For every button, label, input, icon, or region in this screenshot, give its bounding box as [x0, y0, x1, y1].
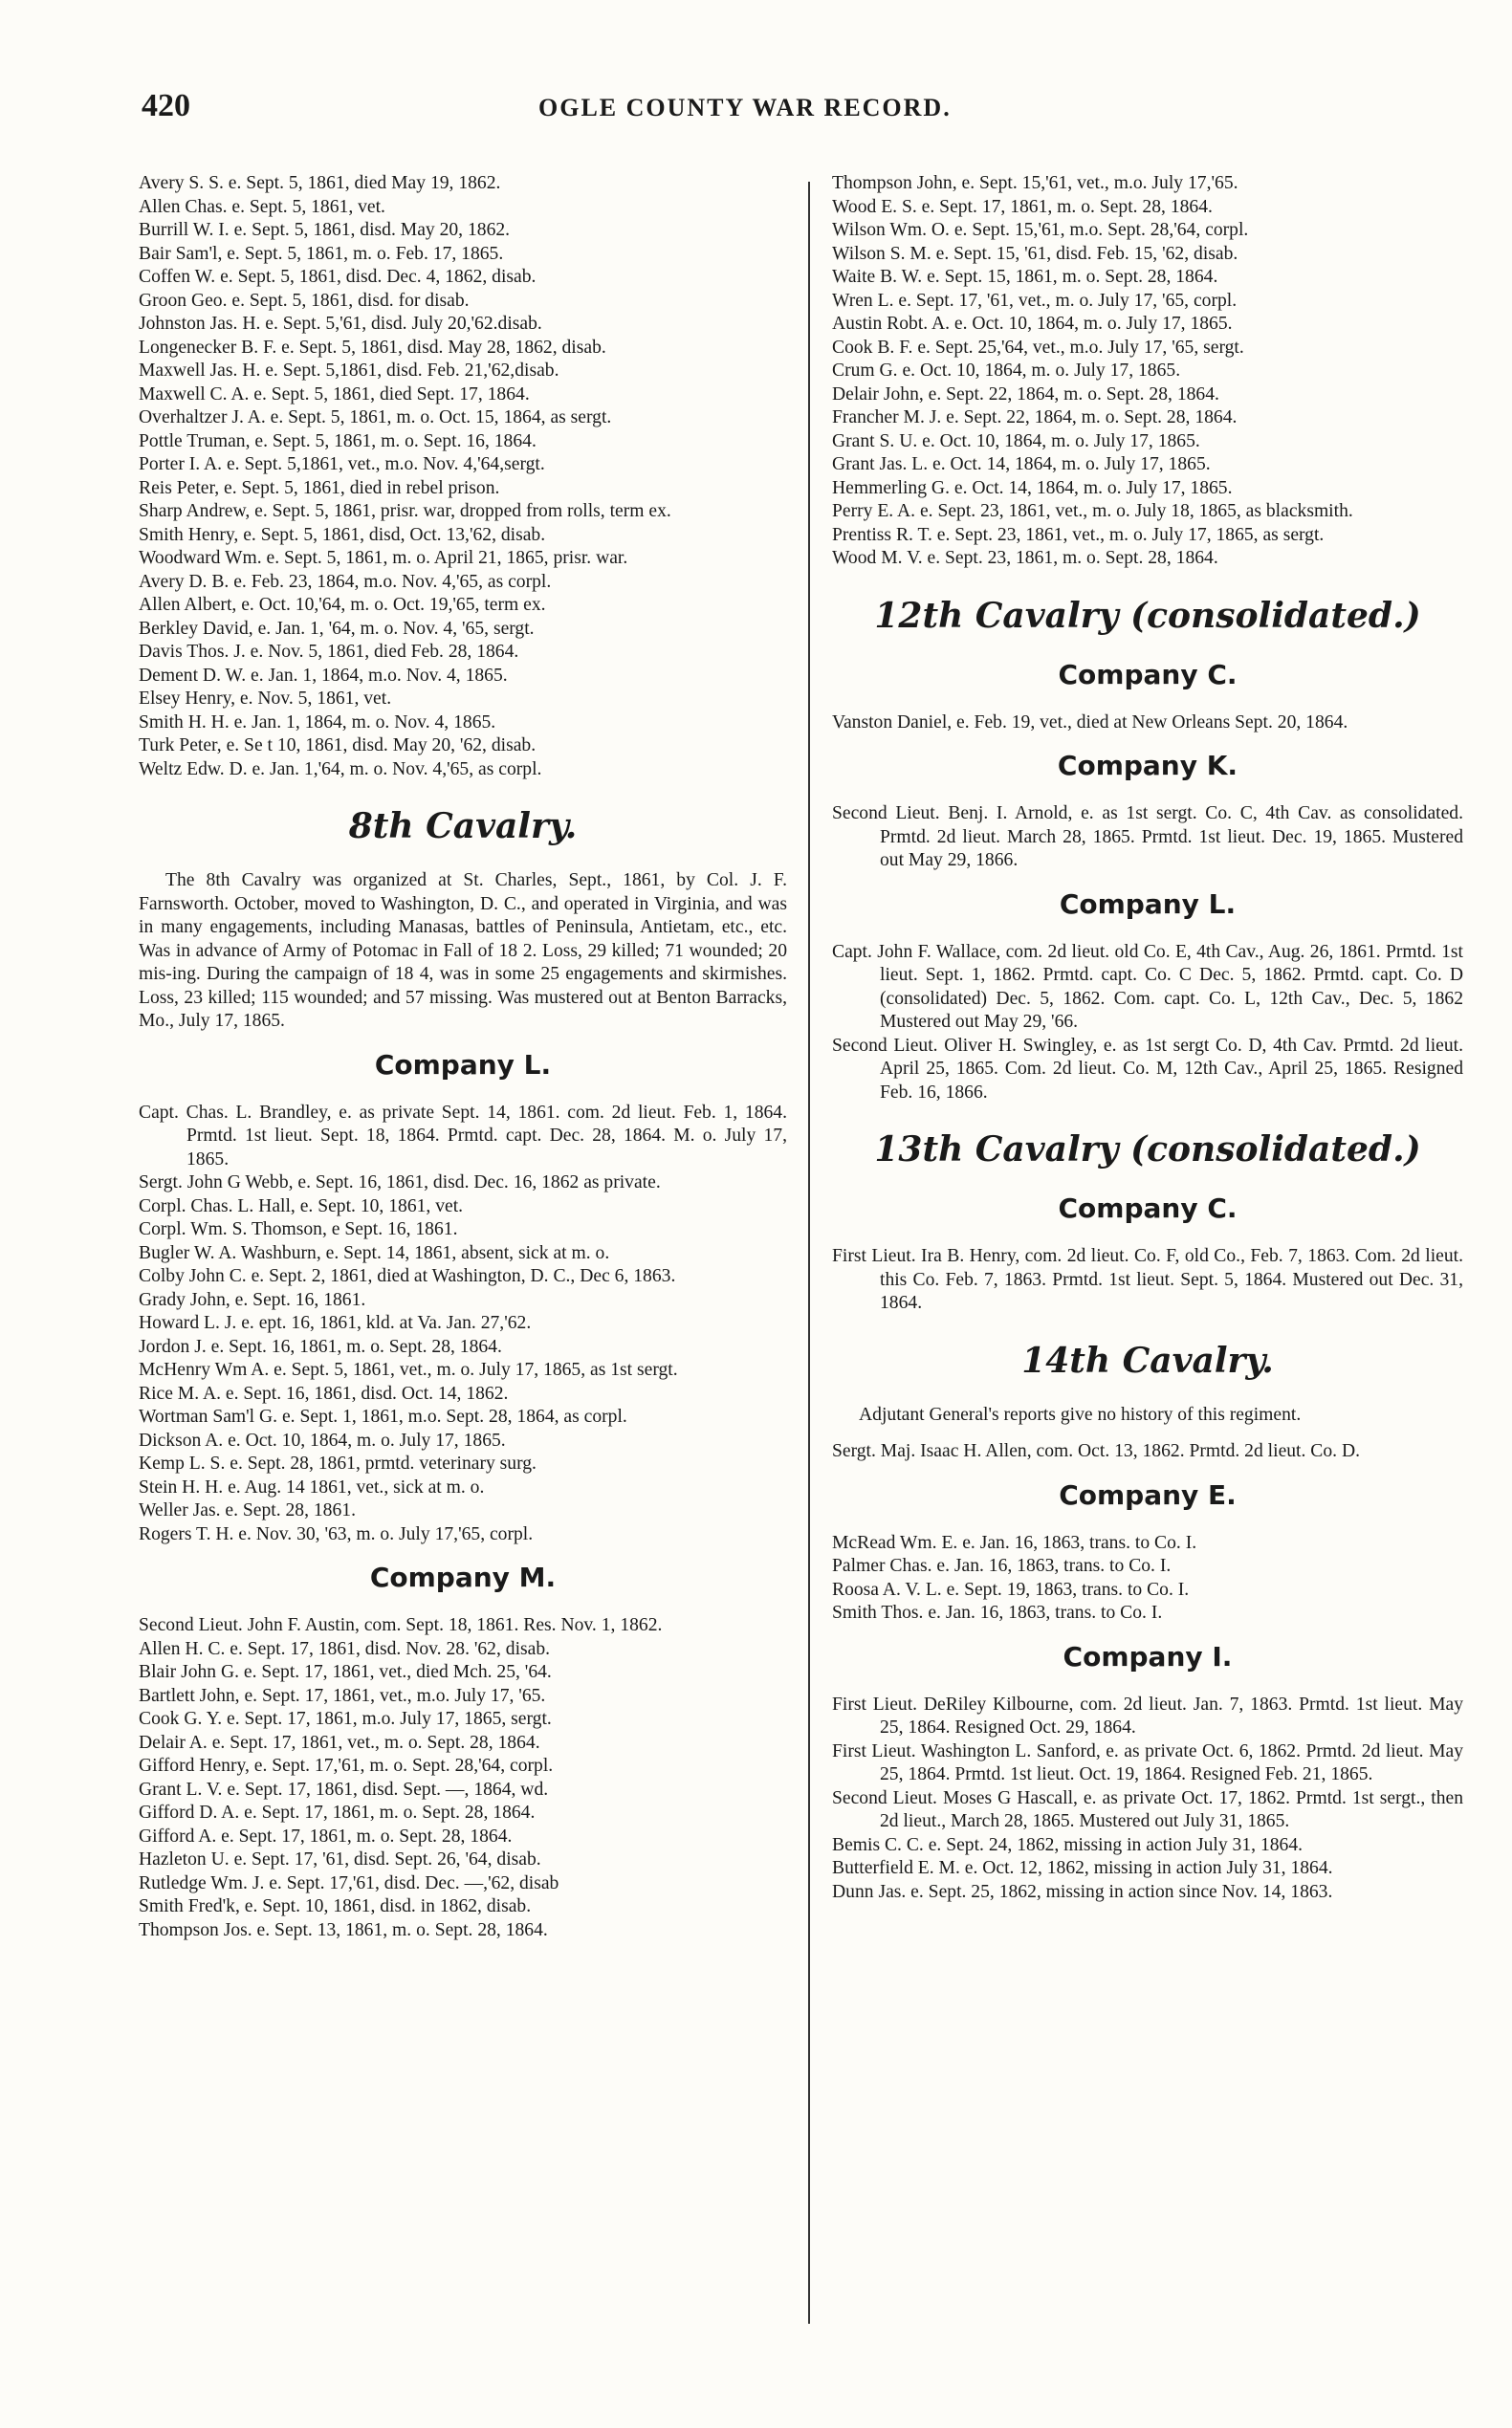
roster-entry: Smith H. H. e. Jan. 1, 1864, m. o. Nov. 4, 1865.: [139, 711, 496, 733]
roster-entry: Cook B. F. e. Sept. 25,'64, vet., m.o. July 17, '65, sergt.: [832, 337, 1244, 358]
entry-list: [139, 172, 787, 781]
roster-entry: Prentiss R. T. e. Sept. 23, 1861, vet., m. o. July 17, 1865, as sergt.: [832, 524, 1325, 545]
roster-entry: First Lieut. Washington L. Sanford, e. as private Oct. 6, 1862. Prmtd. 2d lieut. May 25, 1864. Prmtd. 1st lieut. Oct. 19, 1864. Resigned Feb. 21, 1865.: [832, 1740, 1463, 1784]
roster-entry: Dunn Jas. e. Sept. 25, 1862, missing in action since Nov. 14, 1863.: [832, 1881, 1333, 1902]
entry-list: [139, 1102, 787, 1547]
roster-entry: Hazleton U. e. Sept. 17, '61, disd. Sept. 26, '64, disab.: [139, 1849, 541, 1870]
roster-entry: Bugler W. A. Washburn, e. Sept. 14, 1861, absent, sick at m. o.: [139, 1242, 610, 1263]
roster-entry: Weller Jas. e. Sept. 28, 1861.: [139, 1500, 356, 1520]
roster-entry: Vanston Daniel, e. Feb. 19, vet., died at New Orleans Sept. 20, 1864.: [832, 711, 1348, 733]
roster-entry: Wood M. V. e. Sept. 23, 1861, m. o. Sept. 28, 1864.: [832, 548, 1218, 568]
roster-entry: Rogers T. H. e. Nov. 30, '63, m. o. July 17,'65, corpl.: [139, 1523, 534, 1544]
entry-list: [832, 172, 1463, 571]
roster-entry: Stein H. H. e. Aug. 14 1861, vet., sick at m. o.: [139, 1476, 485, 1498]
roster-entry: Gifford D. A. e. Sept. 17, 1861, m. o. Sept. 28, 1864.: [139, 1803, 536, 1823]
roster-entry: Burrill W. I. e. Sept. 5, 1861, disd. May 20, 1862.: [139, 220, 511, 240]
roster-entry: Wilson Wm. O. e. Sept. 15,'61, m.o. Sept. 28,'64, corpl.: [832, 220, 1249, 240]
roster-entry: Grant L. V. e. Sept. 17, 1861, disd. Sept. —, 1864, wd.: [139, 1779, 549, 1800]
roster-entry: Weltz Edw. D. e. Jan. 1,'64, m. o. Nov. 4,'65, as corpl.: [139, 758, 542, 779]
company-heading-m: Company M.: [369, 1562, 557, 1593]
page-number: 420: [142, 88, 190, 123]
roster-entry: Corpl. Wm. S. Thomson, e Sept. 16, 1861.: [139, 1219, 458, 1239]
roster-entry: Delair A. e. Sept. 17, 1861, vet., m. o. Sept. 28, 1864.: [139, 1732, 540, 1753]
roster-entry: Grant S. U. e. Oct. 10, 1864, m. o. July 17, 1865.: [832, 430, 1200, 451]
roster-entry: Bair Sam'l, e. Sept. 5, 1861, m. o. Feb. 17, 1865.: [139, 243, 504, 264]
roster-entry: Bemis C. C. e. Sept. 24, 1862, missing in action July 31, 1864.: [832, 1834, 1304, 1855]
roster-entry: Smith Henry, e. Sept. 5, 1861, disd, Oct. 13,'62, disab.: [139, 524, 546, 545]
roster-entry: Crum G. e. Oct. 10, 1864, m. o. July 17, 1865.: [832, 361, 1181, 381]
roster-entry: Perry E. A. e. Sept. 23, 1861, vet., m. o. July 18, 1865, as blacksmith.: [832, 501, 1353, 521]
roster-entry: Second Lieut. Benj. I. Arnold, e. as 1st sergt. Co. C, 4th Cav. as consolidated. Prmtd. 2d lieut. March 28, 1865. Prmtd. 1st lieut. Dec. 19, 1865. Mustered out May 29, 1866.: [832, 803, 1463, 870]
roster-entry: Avery S. S. e. Sept. 5, 1861, died May 19, 1862.: [139, 173, 501, 193]
roster-entry: Wortman Sam'l G. e. Sept. 1, 1861, m.o. Sept. 28, 1864, as corpl.: [139, 1407, 627, 1427]
entry-list: [139, 1614, 787, 1942]
roster-entry: Capt. Chas. L. Brandley, e. as private Sept. 14, 1861. com. 2d lieut. Feb. 1, 1864. Prmtd. 1st lieut. Sept. 18, 1864. Prmtd. capt. Dec. 28, 1864. M. o. July 17, 1865.: [139, 1102, 787, 1170]
roster-entry: Allen Chas. e. Sept. 5, 1861, vet.: [139, 196, 385, 217]
roster-entry: Reis Peter, e. Sept. 5, 1861, died in rebel prison.: [139, 477, 500, 498]
roster-entry: Coffen W. e. Sept. 5, 1861, disd. Dec. 4, 1862, disab.: [139, 267, 537, 287]
roster-entry: Sergt. Maj. Isaac H. Allen, com. Oct. 13, 1862. Prmtd. 2d lieut. Co. D.: [832, 1441, 1361, 1461]
roster-entry: Overhaltzer J. A. e. Sept. 5, 1861, m. o. Oct. 15, 1864, as sergt.: [139, 407, 612, 427]
roster-entry: Wren L. e. Sept. 17, '61, vet., m. o. July 17, '65, corpl.: [832, 290, 1238, 311]
roster-entry: Grady John, e. Sept. 16, 1861.: [139, 1289, 366, 1310]
entry-list: [832, 1245, 1463, 1316]
entry-list: [832, 1532, 1463, 1626]
entry-list: [832, 802, 1463, 873]
roster-entry: Butterfield E. M. e. Oct. 12, 1862, missing in action July 31, 1864.: [832, 1858, 1333, 1878]
roster-entry: Turk Peter, e. Se t 10, 1861, disd. May 20, '62, disab.: [139, 735, 537, 755]
page-header: [142, 88, 1385, 126]
roster-entry: Pottle Truman, e. Sept. 5, 1861, m. o. Sept. 16, 1864.: [139, 430, 537, 451]
roster-entry: McHenry Wm A. e. Sept. 5, 1861, vet., m. o. July 17, 1865, as 1st sergt.: [139, 1360, 678, 1380]
roster-entry: First Lieut. Ira B. Henry, com. 2d lieut. Co. F, old Co., Feb. 7, 1863. Com. 2d lieut. this Co. Feb. 7, 1863. Prmtd. 1st lieut. Sept. 5, 1864. Mustered out Dec. 31, 1864.: [832, 1246, 1463, 1313]
company-heading-c: Company C.: [1058, 658, 1238, 690]
roster-entry: Thompson Jos. e. Sept. 13, 1861, m. o. Sept. 28, 1864.: [139, 1919, 548, 1940]
roster-entry: Wood E. S. e. Sept. 17, 1861, m. o. Sept. 28, 1864.: [832, 196, 1213, 217]
company-heading-e: Company E.: [1059, 1478, 1237, 1511]
roster-entry: McRead Wm. E. e. Jan. 16, 1863, trans. to Co. I.: [832, 1532, 1197, 1553]
roster-entry: Second Lieut. Moses G Hascall, e. as private Oct. 17, 1862. Prmtd. 1st sergt., then 2d lieut., March 28, 1865. Mustered out July 31, 1865.: [832, 1787, 1463, 1831]
roster-entry: Smith Thos. e. Jan. 16, 1863, trans. to Co. I.: [832, 1603, 1163, 1623]
roster-entry: Waite B. W. e. Sept. 15, 1861, m. o. Sept. 28, 1864.: [832, 267, 1218, 287]
roster-entry: Porter I. A. e. Sept. 5,1861, vet., m.o. Nov. 4,'64,sergt.: [139, 454, 545, 474]
roster-entry: Maxwell C. A. e. Sept. 5, 1861, died Sept. 17, 1864.: [139, 383, 530, 405]
roster-entry: Groon Geo. e. Sept. 5, 1861, disd. for disab.: [139, 290, 470, 311]
company-heading-c: Company C.: [1058, 1192, 1238, 1224]
roster-entry: Berkley David, e. Jan. 1, '64, m. o. Nov. 4, '65, sergt.: [139, 618, 535, 639]
section-paragraph-14th-cavalry: Adjutant General's reports give no history of this regiment.: [859, 1404, 1302, 1425]
section-title-13th-cavalry: 13th Cavalry (consolidated.): [874, 1129, 1421, 1170]
roster-entry: Grant Jas. L. e. Oct. 14, 1864, m. o. July 17, 1865.: [832, 454, 1211, 474]
entry-list: [832, 711, 1463, 735]
roster-entry: Bartlett John, e. Sept. 17, 1861, vet., m.o. July 17, '65.: [139, 1685, 546, 1706]
entry-list: [832, 941, 1463, 1105]
roster-entry: Johnston Jas. H. e. Sept. 5,'61, disd. July 20,'62.disab.: [139, 314, 542, 334]
roster-entry: Corpl. Chas. L. Hall, e. Sept. 10, 1861, vet.: [139, 1195, 464, 1216]
roster-entry: Dickson A. e. Oct. 10, 1864, m. o. July 17, 1865.: [139, 1430, 506, 1451]
roster-entry: Colby John C. e. Sept. 2, 1861, died at Washington, D. C., Dec 6, 1863.: [139, 1266, 676, 1286]
roster-entry: Roosa A. V. L. e. Sept. 19, 1863, trans. to Co. I.: [832, 1579, 1190, 1600]
roster-entry: Francher M. J. e. Sept. 22, 1864, m. o. Sept. 28, 1864.: [832, 407, 1238, 427]
right-column: [832, 172, 1463, 1904]
section-title-12th-cavalry: 12th Cavalry (consolidated.): [874, 595, 1421, 636]
roster-entry: Rice M. A. e. Sept. 16, 1861, disd. Oct. 14, 1862.: [139, 1383, 509, 1404]
roster-entry: Gifford Henry, e. Sept. 17,'61, m. o. Sept. 28,'64, corpl.: [139, 1756, 554, 1776]
roster-entry: Longenecker B. F. e. Sept. 5, 1861, disd. May 28, 1862, disab.: [139, 337, 606, 358]
roster-entry: Palmer Chas. e. Jan. 16, 1863, trans. to Co. I.: [832, 1556, 1172, 1576]
section-title-14th-cavalry: 14th Cavalry.: [1021, 1340, 1274, 1381]
roster-entry: Elsey Henry, e. Nov. 5, 1861, vet.: [139, 689, 392, 709]
company-heading-k: Company K.: [1057, 750, 1238, 781]
roster-entry: Delair John, e. Sept. 22, 1864, m. o. Sept. 28, 1864.: [832, 383, 1219, 405]
roster-entry: Dement D. W. e. Jan. 1, 1864, m.o. Nov. 4, 1865.: [139, 665, 508, 686]
roster-entry: Wilson S. M. e. Sept. 15, '61, disd. Feb. 15, '62, disab.: [832, 243, 1238, 264]
entry-list: [832, 1694, 1463, 1905]
roster-entry: Blair John G. e. Sept. 17, 1861, vet., died Mch. 25, '64.: [139, 1662, 552, 1682]
left-column: [139, 172, 787, 1942]
roster-entry: Second Lieut. Oliver H. Swingley, e. as 1st sergt Co. D, 4th Cav. Prmtd. 2d lieut. April 25, 1865. Com. 2d lieut. Co. M, 12th Cav., April 25, 1865. Resigned Feb. 16, 1866.: [832, 1035, 1463, 1103]
roster-entry: Thompson John, e. Sept. 15,'61, vet., m.o. July 17,'65.: [832, 173, 1238, 193]
roster-entry: Kemp L. S. e. Sept. 28, 1861, prmtd. veterinary surg.: [139, 1454, 537, 1474]
roster-entry: Jordon J. e. Sept. 16, 1861, m. o. Sept. 28, 1864.: [139, 1336, 502, 1357]
roster-entry: Sergt. John G Webb, e. Sept. 16, 1861, disd. Dec. 16, 1862 as private.: [139, 1172, 661, 1192]
roster-entry: Rutledge Wm. J. e. Sept. 17,'61, disd. Dec. —,'62, disab: [139, 1872, 559, 1893]
roster-entry: Second Lieut. John F. Austin, com. Sept. 18, 1861. Res. Nov. 1, 1862.: [139, 1615, 663, 1635]
roster-entry: Cook G. Y. e. Sept. 17, 1861, m.o. July 17, 1865, sergt.: [139, 1709, 552, 1729]
roster-entry: Allen Albert, e. Oct. 10,'64, m. o. Oct. 19,'65, term ex.: [139, 595, 546, 615]
roster-entry: Avery D. B. e. Feb. 23, 1864, m.o. Nov. 4,'65, as corpl.: [139, 571, 552, 592]
entry-list: [832, 1440, 1463, 1464]
running-title: OGLE COUNTY WAR RECORD.: [538, 94, 952, 121]
roster-entry: Sharp Andrew, e. Sept. 5, 1861, prisr. war, dropped from rolls, term ex.: [139, 501, 671, 521]
roster-entry: Gifford A. e. Sept. 17, 1861, m. o. Sept. 28, 1864.: [139, 1826, 513, 1847]
section-paragraph-8th-cavalry: The 8th Cavalry was organized at St. Charles, Sept., 1861, by Col. J. F. Farnsworth. October, moved to Washington, D. C., and operated in Virginia, and was in many engagements, including Manasas, battles of Peninsula, Antietam, etc., etc. Was in advance of Army of Potomac in Fall of 18 2. Loss, 29 killed; 71 wounded; 20 mis-ing. During the campaign of 18 4, was in some 25 engagements and skirmishes. Loss, 23 killed; 115 wounded; and 57 missing. Was mustered out at Benton Barracks, Mo., July 17, 1865.: [139, 870, 787, 1031]
company-heading-l: Company L.: [374, 1048, 552, 1081]
roster-entry: Howard L. J. e. ept. 16, 1861, kld. at Va. Jan. 27,'62.: [139, 1313, 532, 1333]
company-heading-i: Company I.: [1063, 1640, 1233, 1673]
roster-entry: Austin Robt. A. e. Oct. 10, 1864, m. o. July 17, 1865.: [832, 314, 1233, 334]
roster-entry: Allen H. C. e. Sept. 17, 1861, disd. Nov. 28. '62, disab.: [139, 1638, 551, 1659]
column-divider: [808, 182, 810, 2324]
roster-entry: Capt. John F. Wallace, com. 2d lieut. old Co. E, 4th Cav., Aug. 26, 1861. Prmtd. 1st lieut. Sept. 1, 1862. Prmtd. capt. Co. C Dec. 5, 1862. Prmtd. capt. Co. D (consolidated) Dec. 5, 1862. Com. capt. Co. L, 12th Cav., Dec. 5, 1862 Mustered out May 29, '66.: [832, 941, 1463, 1032]
company-heading-l: Company L.: [1059, 887, 1237, 920]
roster-entry: Hemmerling G. e. Oct. 14, 1864, m. o. July 17, 1865.: [832, 477, 1233, 498]
roster-entry: Smith Fred'k, e. Sept. 10, 1861, disd. in 1862, disab.: [139, 1896, 532, 1916]
roster-entry: Maxwell Jas. H. e. Sept. 5,1861, disd. Feb. 21,'62,disab.: [139, 361, 559, 381]
roster-entry: Davis Thos. J. e. Nov. 5, 1861, died Feb. 28, 1864.: [139, 642, 519, 662]
roster-entry: First Lieut. DeRiley Kilbourne, com. 2d lieut. Jan. 7, 1863. Prmtd. 1st lieut. May 25, 1864. Resigned Oct. 29, 1864.: [832, 1694, 1463, 1738]
roster-entry: Woodward Wm. e. Sept. 5, 1861, m. o. April 21, 1865, prisr. war.: [139, 548, 628, 568]
section-title-8th-cavalry: 8th Cavalry.: [348, 806, 578, 846]
